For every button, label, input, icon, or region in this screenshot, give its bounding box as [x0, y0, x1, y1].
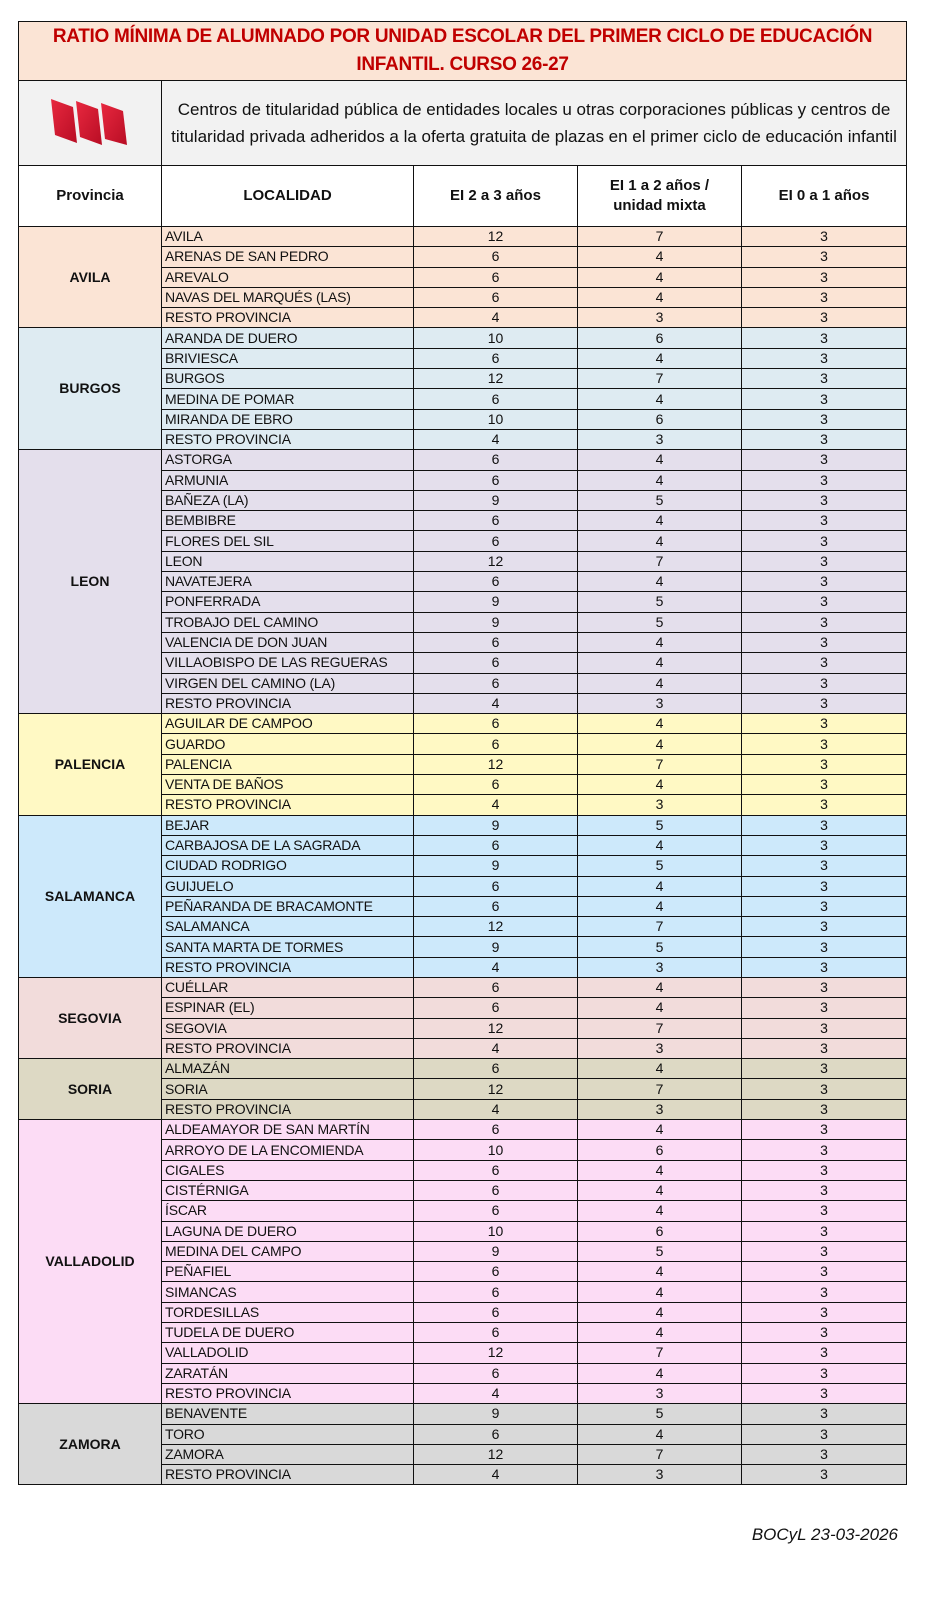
cell-ei-2-3: 6: [414, 1302, 578, 1322]
cell-localidad: RESTO PROVINCIA: [162, 957, 414, 977]
cell-ei-1-2: 6: [578, 328, 742, 348]
cell-ei-1-2: 7: [578, 1343, 742, 1363]
cell-ei-1-2: 4: [578, 531, 742, 551]
cell-ei-0-1: 3: [742, 653, 907, 673]
cell-localidad: ARANDA DE DUERO: [162, 328, 414, 348]
cell-localidad: BAÑEZA (LA): [162, 490, 414, 510]
cell-ei-2-3: 9: [414, 490, 578, 510]
cell-ei-1-2: 5: [578, 856, 742, 876]
cell-ei-0-1: 3: [742, 612, 907, 632]
cell-localidad: GUARDO: [162, 734, 414, 754]
cell-ei-0-1: 3: [742, 714, 907, 734]
cell-localidad: AGUILAR DE CAMPOO: [162, 714, 414, 734]
cell-localidad: SANTA MARTA DE TORMES: [162, 937, 414, 957]
cell-localidad: SORIA: [162, 1079, 414, 1099]
cell-ei-1-2: 4: [578, 998, 742, 1018]
cell-ei-1-2: 4: [578, 1302, 742, 1322]
cell-ei-0-1: 3: [742, 1343, 907, 1363]
cell-ei-1-2: 3: [578, 957, 742, 977]
cell-ei-0-1: 3: [742, 348, 907, 368]
cell-localidad: ASTORGA: [162, 450, 414, 470]
cell-ei-0-1: 3: [742, 917, 907, 937]
cell-localidad: TUDELA DE DUERO: [162, 1323, 414, 1343]
cell-ei-2-3: 6: [414, 632, 578, 652]
cell-ei-1-2: 4: [578, 1120, 742, 1140]
cell-ei-0-1: 3: [742, 1221, 907, 1241]
cell-ei-2-3: 6: [414, 572, 578, 592]
cell-ei-2-3: 6: [414, 1201, 578, 1221]
cell-ei-0-1: 3: [742, 409, 907, 429]
cell-ei-2-3: 4: [414, 1038, 578, 1058]
cell-ei-1-2: 5: [578, 937, 742, 957]
cell-ei-0-1: 3: [742, 287, 907, 307]
cell-ei-1-2: 4: [578, 348, 742, 368]
cell-localidad: AVILA: [162, 227, 414, 247]
cell-localidad: RESTO PROVINCIA: [162, 1099, 414, 1119]
ratio-table: [18, 21, 907, 1485]
cell-ei-0-1: 3: [742, 1302, 907, 1322]
col-header-ei-2-3: EI 2 a 3 años: [414, 166, 578, 227]
cell-ei-2-3: 4: [414, 957, 578, 977]
cell-localidad: ARENAS DE SAN PEDRO: [162, 247, 414, 267]
cell-ei-2-3: 10: [414, 409, 578, 429]
cell-ei-1-2: 4: [578, 1424, 742, 1444]
cell-ei-1-2: 4: [578, 389, 742, 409]
col-header-localidad: LOCALIDAD: [162, 166, 414, 227]
cell-ei-2-3: 12: [414, 551, 578, 571]
cell-localidad: CIGALES: [162, 1160, 414, 1180]
cell-ei-0-1: 3: [742, 754, 907, 774]
cell-localidad: TROBAJO DEL CAMINO: [162, 612, 414, 632]
cell-ei-0-1: 3: [742, 531, 907, 551]
province-name: SALAMANCA: [19, 815, 162, 977]
cell-ei-2-3: 6: [414, 348, 578, 368]
cell-ei-0-1: 3: [742, 835, 907, 855]
page-title: RATIO MÍNIMA DE ALUMNADO POR UNIDAD ESCOLAR DEL PRIMER CICLO DE EDUCACIÓN INFANTIL. CURSO 26-27: [19, 22, 907, 81]
footer-source: BOCyL 23-03-2026: [751, 1525, 898, 1544]
cell-localidad: VALENCIA DE DON JUAN: [162, 632, 414, 652]
cell-ei-0-1: 3: [742, 1424, 907, 1444]
cell-ei-2-3: 6: [414, 1120, 578, 1140]
table-body: [19, 227, 907, 1485]
cell-localidad: ÍSCAR: [162, 1201, 414, 1221]
cell-ei-1-2: 3: [578, 1099, 742, 1119]
cell-ei-2-3: 6: [414, 876, 578, 896]
cell-ei-2-3: 4: [414, 795, 578, 815]
cell-ei-2-3: 6: [414, 977, 578, 997]
cell-ei-1-2: 4: [578, 1059, 742, 1079]
cell-localidad: PONFERRADA: [162, 592, 414, 612]
cell-ei-0-1: 3: [742, 998, 907, 1018]
cell-ei-1-2: 3: [578, 693, 742, 713]
cell-ei-0-1: 3: [742, 551, 907, 571]
cell-ei-0-1: 3: [742, 1241, 907, 1261]
table-row: [19, 1404, 907, 1424]
cell-ei-0-1: 3: [742, 1059, 907, 1079]
cell-ei-2-3: 12: [414, 1018, 578, 1038]
cell-ei-2-3: 6: [414, 998, 578, 1018]
table-row: [19, 450, 907, 470]
cell-ei-0-1: 3: [742, 369, 907, 389]
cell-ei-0-1: 3: [742, 957, 907, 977]
cell-ei-0-1: 3: [742, 1323, 907, 1343]
cell-ei-0-1: 3: [742, 693, 907, 713]
cell-ei-0-1: 3: [742, 876, 907, 896]
cell-ei-0-1: 3: [742, 389, 907, 409]
cell-ei-1-2: 4: [578, 734, 742, 754]
cell-ei-2-3: 6: [414, 714, 578, 734]
cell-localidad: LEON: [162, 551, 414, 571]
cell-ei-1-2: 4: [578, 511, 742, 531]
cell-ei-2-3: 6: [414, 1262, 578, 1282]
cell-ei-2-3: 9: [414, 1404, 578, 1424]
cell-localidad: AREVALO: [162, 267, 414, 287]
cell-ei-0-1: 3: [742, 1404, 907, 1424]
cell-ei-1-2: 4: [578, 977, 742, 997]
cell-ei-2-3: 4: [414, 308, 578, 328]
cell-ei-2-3: 4: [414, 693, 578, 713]
cell-ei-0-1: 3: [742, 815, 907, 835]
cell-ei-1-2: 4: [578, 1201, 742, 1221]
cell-ei-2-3: 6: [414, 1059, 578, 1079]
cell-localidad: MIRANDA DE EBRO: [162, 409, 414, 429]
province-name: AVILA: [19, 227, 162, 328]
province-name: VALLADOLID: [19, 1120, 162, 1404]
cell-ei-2-3: 6: [414, 835, 578, 855]
cell-ei-1-2: 7: [578, 551, 742, 571]
cell-ei-1-2: 7: [578, 917, 742, 937]
cell-ei-1-2: 3: [578, 1383, 742, 1403]
cell-ei-1-2: 4: [578, 1323, 742, 1343]
cell-ei-1-2: 7: [578, 227, 742, 247]
cell-ei-0-1: 3: [742, 450, 907, 470]
cell-localidad: NAVATEJERA: [162, 572, 414, 592]
cell-ei-0-1: 3: [742, 734, 907, 754]
cell-ei-1-2: 6: [578, 1221, 742, 1241]
cell-ei-2-3: 12: [414, 1444, 578, 1464]
cell-ei-2-3: 6: [414, 1424, 578, 1444]
cell-localidad: RESTO PROVINCIA: [162, 1465, 414, 1485]
cell-ei-0-1: 3: [742, 1099, 907, 1119]
cell-ei-1-2: 7: [578, 754, 742, 774]
cell-ei-1-2: 4: [578, 653, 742, 673]
cell-ei-2-3: 6: [414, 896, 578, 916]
cell-ei-2-3: 6: [414, 653, 578, 673]
cell-ei-0-1: 3: [742, 1262, 907, 1282]
cell-ei-1-2: 4: [578, 1363, 742, 1383]
cell-ei-0-1: 3: [742, 572, 907, 592]
cell-ei-1-2: 5: [578, 612, 742, 632]
cell-localidad: CUÉLLAR: [162, 977, 414, 997]
cell-ei-0-1: 3: [742, 1180, 907, 1200]
cell-localidad: RESTO PROVINCIA: [162, 429, 414, 449]
cell-ei-0-1: 3: [742, 673, 907, 693]
cell-ei-0-1: 3: [742, 592, 907, 612]
cell-localidad: CIUDAD RODRIGO: [162, 856, 414, 876]
cell-localidad: MEDINA DEL CAMPO: [162, 1241, 414, 1261]
cell-ei-1-2: 5: [578, 815, 742, 835]
cell-localidad: CARBAJOSA DE LA SAGRADA: [162, 835, 414, 855]
cell-ei-2-3: 10: [414, 1221, 578, 1241]
cell-ei-0-1: 3: [742, 1444, 907, 1464]
cell-localidad: RESTO PROVINCIA: [162, 693, 414, 713]
province-name: SEGOVIA: [19, 977, 162, 1058]
cell-ei-2-3: 6: [414, 673, 578, 693]
cell-ei-2-3: 4: [414, 429, 578, 449]
cell-ei-2-3: 4: [414, 1465, 578, 1485]
cell-ei-0-1: 3: [742, 1201, 907, 1221]
cell-localidad: VIRGEN DEL CAMINO (LA): [162, 673, 414, 693]
col-header-provincia: Provincia: [19, 166, 162, 227]
cell-ei-2-3: 10: [414, 1140, 578, 1160]
cell-localidad: TORO: [162, 1424, 414, 1444]
cell-ei-2-3: 9: [414, 592, 578, 612]
cell-ei-2-3: 6: [414, 775, 578, 795]
cell-localidad: BEJAR: [162, 815, 414, 835]
cell-ei-0-1: 3: [742, 977, 907, 997]
cell-ei-0-1: 3: [742, 1383, 907, 1403]
cell-localidad: MEDINA DE POMAR: [162, 389, 414, 409]
cell-ei-1-2: 4: [578, 1160, 742, 1180]
cell-ei-2-3: 6: [414, 267, 578, 287]
cell-ei-2-3: 6: [414, 450, 578, 470]
cell-ei-1-2: 7: [578, 1079, 742, 1099]
table-row: [19, 815, 907, 835]
cell-ei-2-3: 6: [414, 1363, 578, 1383]
cell-ei-1-2: 4: [578, 876, 742, 896]
table-row: [19, 328, 907, 348]
province-name: PALENCIA: [19, 714, 162, 815]
cell-ei-0-1: 3: [742, 1160, 907, 1180]
subtitle: Centros de titularidad pública de entidades locales u otras corporaciones públicas y centros de titularidad privada adheridos a la oferta gratuita de plazas en el primer ciclo de educación infantil: [162, 81, 907, 166]
cell-ei-1-2: 4: [578, 714, 742, 734]
cell-ei-0-1: 3: [742, 267, 907, 287]
cell-ei-0-1: 3: [742, 896, 907, 916]
cell-localidad: VILLAOBISPO DE LAS REGUERAS: [162, 653, 414, 673]
cell-localidad: BENAVENTE: [162, 1404, 414, 1424]
cell-ei-1-2: 4: [578, 775, 742, 795]
province-name: LEON: [19, 450, 162, 714]
cell-localidad: BURGOS: [162, 369, 414, 389]
cell-localidad: ARROYO DE LA ENCOMIENDA: [162, 1140, 414, 1160]
cell-ei-2-3: 9: [414, 612, 578, 632]
province-name: ZAMORA: [19, 1404, 162, 1485]
cell-ei-1-2: 4: [578, 835, 742, 855]
cell-ei-1-2: 7: [578, 369, 742, 389]
cell-ei-0-1: 3: [742, 247, 907, 267]
cell-ei-0-1: 3: [742, 632, 907, 652]
cell-ei-1-2: 5: [578, 1404, 742, 1424]
cell-ei-1-2: 7: [578, 1018, 742, 1038]
cell-localidad: RESTO PROVINCIA: [162, 1038, 414, 1058]
province-name: SORIA: [19, 1059, 162, 1120]
table-row: [19, 1059, 907, 1079]
cell-localidad: ZARATÁN: [162, 1363, 414, 1383]
cell-ei-0-1: 3: [742, 1282, 907, 1302]
cell-ei-2-3: 6: [414, 734, 578, 754]
cell-localidad: RESTO PROVINCIA: [162, 1383, 414, 1403]
cell-ei-2-3: 6: [414, 389, 578, 409]
cell-ei-0-1: 3: [742, 1120, 907, 1140]
cell-ei-1-2: 4: [578, 673, 742, 693]
cell-ei-0-1: 3: [742, 308, 907, 328]
cell-ei-1-2: 3: [578, 795, 742, 815]
cell-localidad: PEÑARANDA DE BRACAMONTE: [162, 896, 414, 916]
cell-ei-1-2: 6: [578, 409, 742, 429]
cell-ei-2-3: 6: [414, 1282, 578, 1302]
cell-localidad: SEGOVIA: [162, 1018, 414, 1038]
cell-ei-1-2: 4: [578, 450, 742, 470]
table-row: [19, 977, 907, 997]
table-row: [19, 227, 907, 247]
cell-localidad: ALMAZÁN: [162, 1059, 414, 1079]
cell-ei-1-2: 3: [578, 1465, 742, 1485]
col-header-ei-1-2: EI 1 a 2 años / unidad mixta: [578, 166, 742, 227]
cell-ei-0-1: 3: [742, 1465, 907, 1485]
cell-localidad: VALLADOLID: [162, 1343, 414, 1363]
cell-ei-2-3: 12: [414, 369, 578, 389]
cell-ei-0-1: 3: [742, 795, 907, 815]
table-row: [19, 714, 907, 734]
table-row: [19, 1120, 907, 1140]
cell-ei-2-3: 9: [414, 937, 578, 957]
cell-localidad: SALAMANCA: [162, 917, 414, 937]
cell-ei-1-2: 4: [578, 267, 742, 287]
cell-ei-2-3: 6: [414, 287, 578, 307]
cell-ei-0-1: 3: [742, 429, 907, 449]
cell-localidad: ZAMORA: [162, 1444, 414, 1464]
cell-ei-1-2: 5: [578, 490, 742, 510]
cell-ei-2-3: 6: [414, 1160, 578, 1180]
cell-ei-0-1: 3: [742, 511, 907, 531]
cell-ei-1-2: 5: [578, 1241, 742, 1261]
cell-localidad: BRIVIESCA: [162, 348, 414, 368]
cell-ei-2-3: 12: [414, 1343, 578, 1363]
cell-localidad: BEMBIBRE: [162, 511, 414, 531]
cell-ei-2-3: 6: [414, 531, 578, 551]
cell-localidad: RESTO PROVINCIA: [162, 308, 414, 328]
cell-ei-1-2: 6: [578, 1140, 742, 1160]
cell-ei-0-1: 3: [742, 775, 907, 795]
cell-ei-1-2: 3: [578, 429, 742, 449]
cell-localidad: LAGUNA DE DUERO: [162, 1221, 414, 1241]
province-name: BURGOS: [19, 328, 162, 450]
cell-ei-0-1: 3: [742, 937, 907, 957]
cell-ei-0-1: 3: [742, 1018, 907, 1038]
cell-ei-0-1: 3: [742, 1363, 907, 1383]
cell-ei-2-3: 12: [414, 1079, 578, 1099]
cell-localidad: PEÑAFIEL: [162, 1262, 414, 1282]
cell-ei-2-3: 9: [414, 1241, 578, 1261]
cell-localidad: TORDESILLAS: [162, 1302, 414, 1322]
cell-ei-1-2: 4: [578, 896, 742, 916]
cell-ei-2-3: 6: [414, 470, 578, 490]
cell-ei-2-3: 12: [414, 754, 578, 774]
cell-localidad: SIMANCAS: [162, 1282, 414, 1302]
cell-ei-2-3: 6: [414, 247, 578, 267]
cell-ei-0-1: 3: [742, 1038, 907, 1058]
cell-ei-2-3: 4: [414, 1383, 578, 1403]
cell-localidad: CISTÉRNIGA: [162, 1180, 414, 1200]
cell-ei-0-1: 3: [742, 490, 907, 510]
cell-ei-0-1: 3: [742, 856, 907, 876]
cell-localidad: RESTO PROVINCIA: [162, 795, 414, 815]
cell-ei-1-2: 4: [578, 470, 742, 490]
cell-ei-1-2: 4: [578, 247, 742, 267]
logo-cell: [19, 81, 162, 166]
cell-localidad: VENTA DE BAÑOS: [162, 775, 414, 795]
cell-ei-1-2: 3: [578, 308, 742, 328]
cell-ei-1-2: 4: [578, 1282, 742, 1302]
cell-ei-1-2: 4: [578, 632, 742, 652]
cell-ei-1-2: 4: [578, 1180, 742, 1200]
cell-ei-1-2: 5: [578, 592, 742, 612]
cell-ei-2-3: 10: [414, 328, 578, 348]
cell-ei-0-1: 3: [742, 1079, 907, 1099]
cell-ei-0-1: 3: [742, 470, 907, 490]
cell-ei-2-3: 12: [414, 227, 578, 247]
cell-ei-2-3: 12: [414, 917, 578, 937]
cell-localidad: GUIJUELO: [162, 876, 414, 896]
cell-localidad: ALDEAMAYOR DE SAN MARTÍN: [162, 1120, 414, 1140]
cell-ei-1-2: 4: [578, 572, 742, 592]
cell-ei-1-2: 7: [578, 1444, 742, 1464]
cell-ei-1-2: 3: [578, 1038, 742, 1058]
cell-ei-0-1: 3: [742, 1140, 907, 1160]
cell-ei-2-3: 9: [414, 856, 578, 876]
cell-localidad: NAVAS DEL MARQUÉS (LAS): [162, 287, 414, 307]
col-header-ei-0-1: EI 0 a 1 años: [742, 166, 907, 227]
junta-castilla-leon-logo-icon: [45, 95, 135, 147]
cell-ei-2-3: 4: [414, 1099, 578, 1119]
cell-ei-1-2: 4: [578, 1262, 742, 1282]
cell-ei-1-2: 4: [578, 287, 742, 307]
cell-localidad: FLORES DEL SIL: [162, 531, 414, 551]
cell-ei-2-3: 6: [414, 1323, 578, 1343]
cell-ei-2-3: 6: [414, 511, 578, 531]
cell-localidad: ARMUNIA: [162, 470, 414, 490]
cell-ei-0-1: 3: [742, 227, 907, 247]
cell-ei-0-1: 3: [742, 328, 907, 348]
cell-ei-2-3: 9: [414, 815, 578, 835]
cell-localidad: ESPINAR (EL): [162, 998, 414, 1018]
cell-ei-2-3: 6: [414, 1180, 578, 1200]
cell-localidad: PALENCIA: [162, 754, 414, 774]
